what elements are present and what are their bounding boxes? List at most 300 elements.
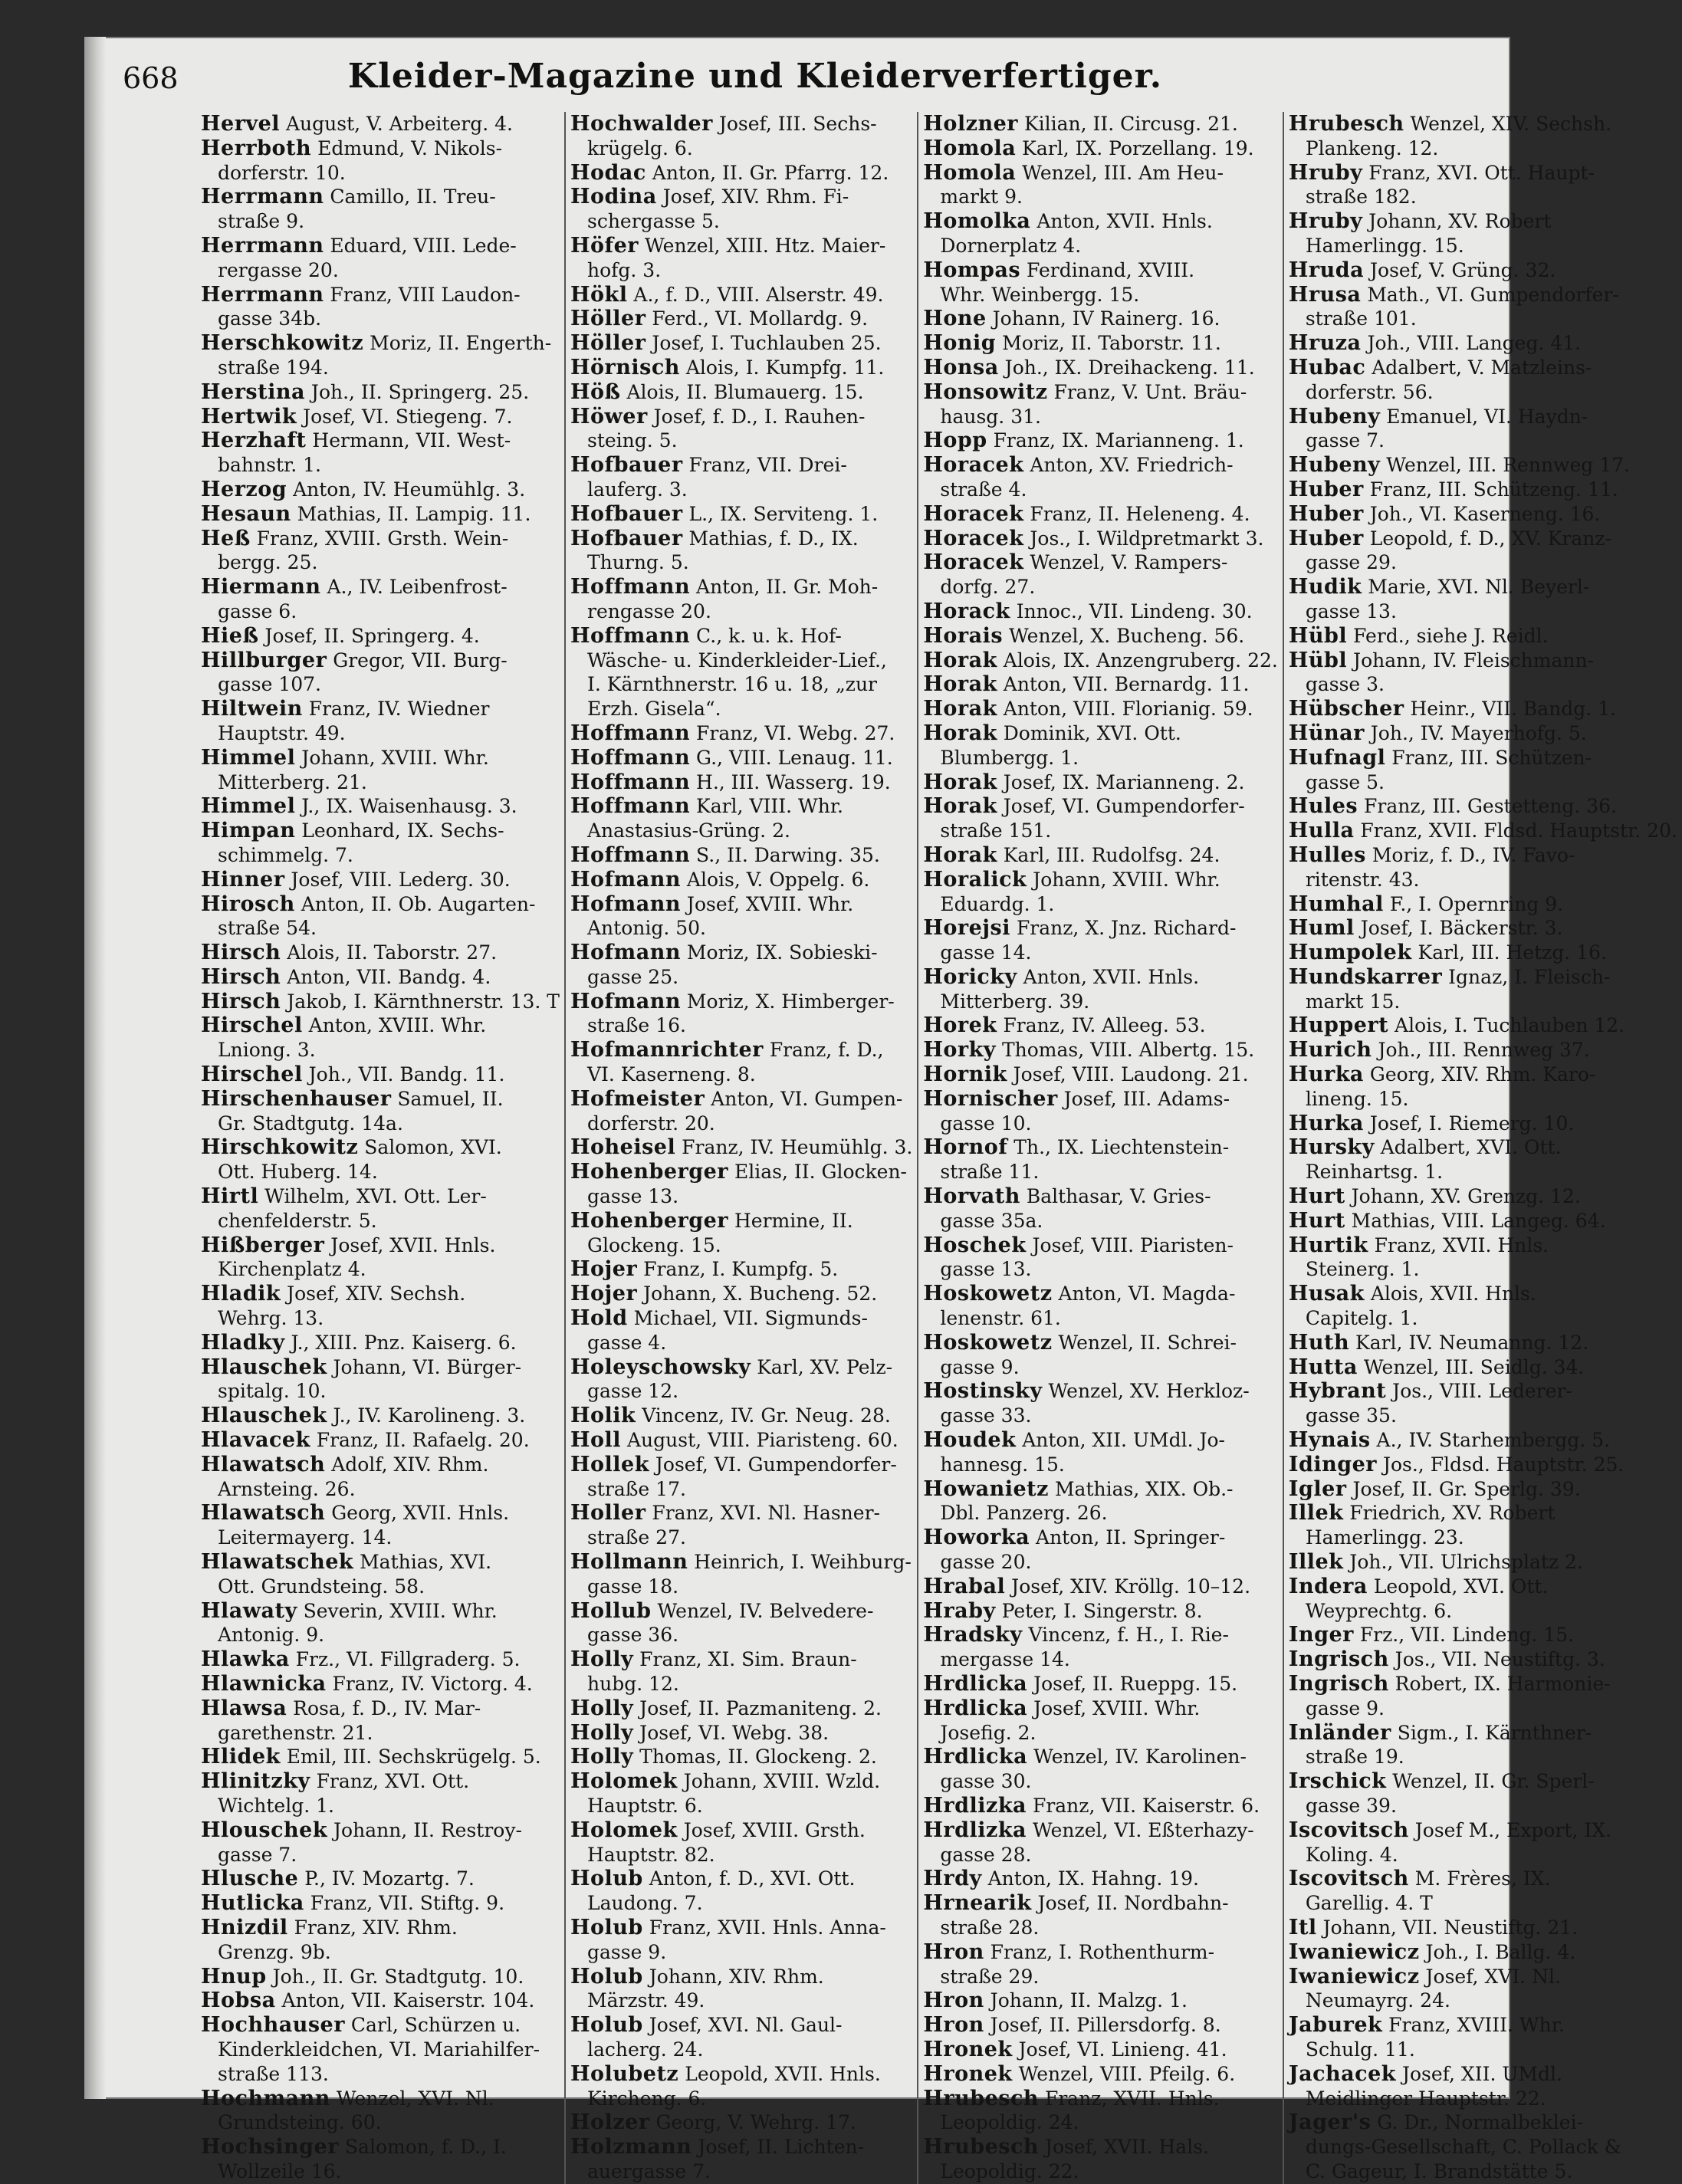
directory-entry: [1289, 161, 1677, 186]
entry-details: hausg. 31.: [940, 405, 1041, 428]
directory-entry: [923, 1477, 1277, 1502]
entry-details: Dbl. Panzerg. 26.: [940, 1502, 1108, 1525]
directory-entry: [1289, 1209, 1677, 1233]
entry-details: gasse 36.: [587, 1624, 679, 1647]
entry-details: Josef, XVIII. Whr.: [1027, 1696, 1201, 1719]
entry-details: Moriz, II. Taborstr. 11.: [996, 332, 1221, 355]
directory-entry: [201, 1013, 560, 1038]
directory-entry: [201, 1501, 560, 1526]
directory-entry-continuation: [201, 770, 560, 795]
entry-surname: Holik: [570, 1404, 636, 1428]
entry-surname: Hirschenhauser: [201, 1086, 392, 1111]
directory-entry-continuation: [201, 1721, 560, 1746]
directory-entry: [570, 1916, 912, 1940]
directory-entry: [570, 527, 912, 551]
entry-details: Wenzel, V. Rampers-: [1023, 551, 1228, 574]
directory-entry: [923, 624, 1277, 649]
entry-details: Karl, IX. Porzellang. 19.: [1016, 136, 1254, 159]
entry-surname: Illek: [1288, 1501, 1344, 1526]
directory-entry: [923, 550, 1277, 575]
directory-entry: [1289, 1331, 1677, 1355]
directory-entry-continuation: [1289, 1306, 1677, 1331]
entry-surname: Hrubesch: [1288, 112, 1404, 136]
entry-details: Franz, XVII. Fldsd. Hauptstr. 20.: [1354, 819, 1677, 842]
entry-surname: Hrubesch: [923, 2086, 1040, 2110]
entry-surname: Hofbauer: [570, 526, 683, 550]
entry-details: Thomas, VIII. Albertg. 15.: [996, 1039, 1255, 1062]
directory-entry: [570, 1599, 912, 1624]
entry-details: Elias, II. Glocken-: [728, 1161, 908, 1184]
directory-entry: [201, 234, 560, 258]
entry-details: August, VIII. Piaristeng. 60.: [621, 1429, 898, 1452]
entry-details: Dominik, XVI. Ott.: [997, 721, 1181, 744]
entry-surname: Hiermann: [201, 575, 321, 599]
entry-details: Franz, XVI. Ott.: [310, 1770, 470, 1793]
entry-details: Anton, II. Ob. Augarten-: [294, 892, 536, 915]
directory-entry: [570, 1355, 912, 1380]
entry-details: Vincenz, f. H., I. Rie-: [1022, 1624, 1229, 1647]
entry-details: Wenzel, IV. Belvedere-: [651, 1599, 874, 1622]
entry-details: Joh., IX. Dreihackeng. 11.: [998, 356, 1255, 379]
entry-details: gasse 13.: [1305, 599, 1397, 622]
entry-surname: Hrdlicka: [923, 1672, 1028, 1696]
entry-details: Märzstr. 49.: [587, 1989, 705, 2012]
entry-details: Salomon, XVI.: [358, 1136, 502, 1159]
directory-entry: [923, 1233, 1277, 1258]
entry-details: Heinrich, I. Weihburg-: [688, 1551, 912, 1574]
entry-details: A., IV. Starhembergg. 5.: [1370, 1429, 1611, 1452]
entry-surname: Horvath: [923, 1184, 1020, 1209]
directory-entry: [1289, 209, 1677, 234]
entry-surname: Hlawnicka: [201, 1672, 327, 1696]
entry-details: straße 101.: [1305, 307, 1417, 330]
entry-details: dorferstr. 56.: [1305, 380, 1434, 403]
entry-surname: Holub: [570, 1867, 643, 1891]
entry-details: chenfelderstr. 5.: [218, 1209, 377, 1232]
entry-details: Alois, I. Tuchlauben 12.: [1388, 1014, 1625, 1037]
entry-details: Josef, VI. Webg. 38.: [633, 1721, 830, 1744]
directory-entry: [570, 2110, 912, 2135]
directory-entry: [570, 941, 912, 965]
directory-entry: [570, 1647, 912, 1672]
entry-surname: Höller: [570, 307, 646, 331]
directory-entry-continuation: [570, 2038, 912, 2062]
entry-details: Wenzel, III. Am Heu-: [1016, 161, 1224, 184]
entry-details: Anton, XVII. Hnls.: [1030, 210, 1213, 233]
entry-details: Leopold, XVII. Hnls.: [678, 2062, 881, 2085]
running-title: Kleider-Magazine und Kleiderverfertiger.: [347, 57, 1163, 96]
directory-entry: [201, 429, 560, 453]
directory-entry: [201, 1769, 560, 1794]
entry-surname: Hrdlizka: [923, 1818, 1027, 1842]
entry-details: Jos., I. Wildpretmarkt 3.: [1023, 527, 1264, 550]
directory-entry: [1289, 1769, 1677, 1794]
directory-entry-continuation: [570, 1062, 912, 1087]
entry-details: straße 151.: [940, 819, 1052, 842]
entry-details: Garellig. 4. T: [1305, 1892, 1433, 1915]
entry-details: Franz, VI. Webg. 27.: [690, 721, 895, 744]
entry-details: Dornerplatz 4.: [940, 234, 1082, 257]
entry-details: Franz, IV. Alleeg. 53.: [997, 1014, 1206, 1037]
entry-details: Wenzel, III. Rennweg 17.: [1380, 454, 1630, 477]
entry-details: ritenstr. 43.: [1305, 868, 1420, 891]
entry-details: gasse 28.: [940, 1843, 1032, 1866]
entry-details: Anton, VIII. Florianig. 59.: [997, 698, 1253, 721]
entry-details: Franz, VIII Laudon-: [324, 283, 521, 306]
entry-surname: Horak: [923, 770, 997, 794]
entry-details: straße 27.: [587, 1526, 686, 1549]
directory-entry: [201, 1867, 560, 1891]
directory-entry-continuation: [1289, 2159, 1677, 2184]
directory-entry-continuation: [923, 575, 1277, 599]
entry-details: Plankeng. 12.: [1305, 136, 1439, 159]
entry-surname: Hlawatsch: [201, 1501, 326, 1526]
entry-details: Gregor, VII. Burg-: [327, 649, 508, 672]
directory-entry: [570, 502, 912, 527]
entry-surname: Holly: [570, 1647, 634, 1672]
entry-details: Hauptstr. 6.: [587, 1794, 703, 1817]
entry-details: Hauptstr. 49.: [218, 721, 346, 744]
directory-entry: [570, 405, 912, 429]
directory-entry: [1289, 1867, 1677, 1891]
entry-surname: Horais: [923, 623, 1004, 648]
directory-entry: [1289, 1062, 1677, 1087]
entry-surname: Hurtik: [1288, 1233, 1368, 1257]
entry-details: Franz, IV. Victorg. 4.: [326, 1673, 533, 1695]
directory-entry: [923, 1940, 1277, 1965]
directory-entry: [570, 770, 912, 795]
entry-surname: Hlusche: [201, 1867, 299, 1891]
entry-details: Jos., VII. Neustiftg. 3.: [1388, 1648, 1605, 1671]
entry-surname: Hohenberger: [570, 1160, 729, 1184]
directory-entry-continuation: [923, 1769, 1277, 1794]
directory-entry: [923, 1428, 1277, 1453]
directory-entry-continuation: [923, 746, 1277, 770]
directory-entry: [923, 1745, 1277, 1769]
entry-details: gasse 34b.: [218, 307, 322, 330]
directory-entry: [923, 1696, 1277, 1721]
directory-entry: [201, 1062, 560, 1087]
entry-details: Emanuel, VI. Haydn-: [1380, 405, 1588, 428]
entry-details: C. Gageur, I. Brandstätte 5.: [1305, 2159, 1573, 2182]
entry-surname: Hnup: [201, 1964, 267, 1989]
directory-entry: [201, 1989, 560, 2013]
entry-details: Jos., VIII. Lederer-: [1386, 1380, 1572, 1403]
entry-surname: Itl: [1288, 1915, 1317, 1939]
entry-details: Joh., I. Ballg. 4.: [1419, 1940, 1576, 1963]
directory-entry: [570, 1745, 912, 1769]
directory-entry-continuation: [923, 1209, 1277, 1233]
entry-details: Johann, VI. Bürger-: [327, 1355, 522, 1378]
directory-entry: [570, 112, 912, 136]
entry-details: Johann, XIV. Rhm.: [642, 1965, 824, 1988]
entry-details: Franz, VII. Drei-: [682, 454, 847, 477]
entry-surname: Hiltwein: [201, 697, 303, 721]
entry-details: Franz, f. D.,: [763, 1039, 884, 1062]
entry-details: Anton, VII. Kaiserstr. 104.: [275, 1989, 535, 2012]
directory-entry: [923, 1672, 1277, 1696]
directory-entry: [201, 1184, 560, 1209]
column-3: [923, 112, 1283, 2184]
entry-details: Franz, III. Schützeng. 11.: [1363, 478, 1618, 501]
entry-surname: Huth: [1288, 1330, 1350, 1355]
entry-details: Johann, XVIII. Whr.: [1027, 868, 1220, 891]
directory-entry: [201, 2087, 560, 2111]
directory-entry-continuation: [570, 429, 912, 453]
entry-details: gasse 4.: [587, 1331, 667, 1354]
entry-details: Franz, XVI. Ott. Haupt-: [1362, 161, 1595, 184]
directory-entry-continuation: [570, 1184, 912, 1209]
entry-details: Sigm., I. Kärnthner-: [1391, 1721, 1592, 1744]
entry-details: VI. Kaserneng. 8.: [587, 1063, 756, 1086]
entry-surname: Hirsch: [201, 964, 281, 989]
entry-surname: Hruby: [1288, 160, 1363, 185]
entry-surname: Hochsinger: [201, 2135, 339, 2159]
directory-entry-continuation: [1289, 2135, 1677, 2159]
directory-entry: [201, 746, 560, 770]
directory-entry: [570, 453, 912, 478]
entry-details: Anton, f. D., XVI. Ott.: [642, 1867, 856, 1890]
entry-details: gasse 25.: [587, 965, 679, 988]
entry-details: Gr. Stadtgutg. 14a.: [218, 1112, 403, 1135]
entry-surname: Hesaun: [201, 501, 291, 526]
entry-details: Alois, I. Kumpfg. 11.: [679, 356, 885, 379]
directory-entry: [201, 1647, 560, 1672]
entry-details: Adalbert, XVI. Ott.: [1374, 1136, 1562, 1159]
entry-surname: Hronek: [923, 2037, 1013, 2061]
entry-details: M. Frères, IX.: [1408, 1867, 1551, 1890]
entry-details: Antonig. 9.: [218, 1624, 325, 1647]
entry-details: Josef, VI. Stiegeng. 7.: [297, 405, 513, 428]
entry-details: Weyprechtg. 6.: [1305, 1599, 1453, 1622]
directory-entry: [570, 575, 912, 599]
directory-entry-continuation: [1289, 234, 1677, 258]
entry-surname: Hurich: [1288, 1038, 1372, 1062]
directory-entry: [570, 1160, 912, 1184]
directory-entry-continuation: [923, 405, 1277, 429]
entry-details: spitalg. 10.: [218, 1380, 327, 1403]
directory-entry-continuation: [923, 185, 1277, 209]
directory-entry: [570, 721, 912, 746]
entry-details: Georg, XIV. Rhm. Karo-: [1363, 1063, 1596, 1086]
entry-details: Anton, VII. Bandg. 4.: [281, 965, 491, 988]
directory-entry: [923, 697, 1277, 721]
entry-surname: Hojer: [570, 1257, 638, 1282]
directory-entry: [923, 1135, 1277, 1160]
entry-details: Johann, VII. Neustiftg. 21.: [1316, 1916, 1579, 1939]
entry-details: bergg. 25.: [218, 551, 318, 574]
entry-details: dungs-Gesellschaft, C. Pollack &: [1305, 2136, 1621, 2159]
entry-details: gasse 3.: [1305, 673, 1385, 696]
directory-entry: [201, 405, 560, 429]
directory-entry: [1289, 1379, 1677, 1404]
directory-entry: [1289, 258, 1677, 283]
directory-entry: [201, 941, 560, 965]
entry-surname: Illek: [1288, 1550, 1344, 1575]
entry-surname: Inländer: [1288, 1720, 1391, 1745]
entry-surname: Hlinitzky: [201, 1769, 310, 1794]
entry-surname: Herrmann: [201, 185, 324, 209]
directory-entry: [923, 2087, 1277, 2111]
directory-entry: [923, 868, 1277, 892]
directory-entry: [1289, 843, 1677, 868]
entry-details: Joh., II. Springerg. 25.: [304, 380, 530, 403]
entry-surname: Horak: [923, 794, 997, 819]
entry-details: Wenzel, IV. Karolinen-: [1027, 1746, 1247, 1769]
directory-entry-continuation: [923, 283, 1277, 307]
entry-details: Alois, II. Taborstr. 27.: [281, 941, 498, 964]
column-4: [1289, 112, 1682, 2184]
directory-entry: [923, 1038, 1277, 1062]
directory-entry-continuation: [570, 1940, 912, 1965]
entry-details: straße 54.: [218, 917, 317, 940]
entry-details: Kirchenplatz 4.: [218, 1258, 366, 1281]
entry-surname: Hrdy: [923, 1867, 982, 1891]
directory-entry-continuation: [201, 1112, 560, 1136]
directory-entry-continuation: [1289, 185, 1677, 209]
directory-entry: [201, 1916, 560, 1940]
directory-entry: [201, 331, 560, 356]
entry-details: Georg, V. Wehrg. 17.: [649, 2111, 856, 2134]
entry-details: G., VIII. Lenaug. 11.: [690, 746, 893, 769]
directory-entry: [570, 380, 912, 405]
directory-entry: [201, 1672, 560, 1696]
entry-surname: Höller: [570, 331, 646, 356]
entry-surname: Holly: [570, 1696, 634, 1720]
entry-details: Ignaz, I. Fleisch-: [1442, 965, 1611, 988]
entry-details: J., XIII. Pnz. Kaiserg. 6.: [284, 1331, 517, 1354]
directory-entry: [570, 2135, 912, 2159]
entry-details: Josef, VI. Linieng. 41.: [1012, 2038, 1227, 2061]
directory-entry-continuation: [570, 1843, 912, 1867]
entry-surname: Hinner: [201, 867, 285, 892]
directory-entry: [570, 1257, 912, 1282]
entry-details: Josef, XVI. Nl. Gaul-: [642, 2014, 843, 2037]
directory-entry-continuation: [570, 136, 912, 161]
entry-details: Wenzel, XV. Herkloz-: [1042, 1380, 1250, 1403]
directory-entry-continuation: [201, 672, 560, 697]
entry-surname: Hundskarrer: [1288, 964, 1443, 989]
entry-surname: Höfer: [570, 233, 639, 258]
entry-details: hannesg. 15.: [940, 1453, 1065, 1476]
entry-details: Leopoldig. 24.: [940, 2111, 1079, 2134]
entry-surname: Hrdlicka: [923, 1696, 1028, 1720]
directory-entry-continuation: [923, 1550, 1277, 1575]
entry-details: gasse 14.: [940, 941, 1032, 964]
directory-entry: [1289, 1550, 1677, 1575]
entry-details: Franz, VII. Stiftg. 9.: [304, 1892, 505, 1915]
entry-details: Josef, II. Gr. Sperlg. 39.: [1346, 1477, 1581, 1500]
entry-details: Jakob, I. Kärnthnerstr. 13. T: [281, 990, 560, 1013]
entry-surname: Hoffmann: [570, 623, 691, 648]
entry-details: Marie, XVI. Nl. Beyerl-: [1362, 576, 1590, 599]
entry-surname: Hurt: [1288, 1208, 1345, 1233]
entry-surname: Hladky: [201, 1330, 285, 1355]
entry-surname: Hirtl: [201, 1184, 259, 1209]
entry-surname: Hnizdil: [201, 1915, 288, 1939]
directory-entry: [1289, 2062, 1677, 2087]
directory-entry-continuation: [570, 1331, 912, 1355]
entry-surname: Hofmann: [570, 989, 681, 1013]
entry-details: Mitterberg. 39.: [940, 990, 1090, 1013]
entry-surname: Horacek: [923, 501, 1024, 526]
entry-details: Josef, I. Bäckerstr. 3.: [1354, 917, 1563, 940]
entry-surname: Indera: [1288, 1574, 1368, 1598]
entry-details: Frz., VII. Lindeng. 15.: [1353, 1624, 1575, 1647]
directory-entry: [201, 794, 560, 819]
entry-surname: Hoschek: [923, 1233, 1027, 1257]
entry-surname: Hillburger: [201, 648, 327, 672]
directory-entry: [201, 2013, 560, 2038]
entry-surname: Idinger: [1288, 1452, 1378, 1476]
entry-details: Franz, XVII. Hnls. Anna-: [642, 1916, 886, 1939]
entry-details: Franz, XIV. Rhm.: [287, 1916, 458, 1939]
entry-surname: Hollek: [570, 1452, 649, 1476]
directory-entry: [1289, 1355, 1677, 1380]
directory-entry-continuation: [201, 2038, 560, 2062]
entry-details: Franz, XVIII. Whr.: [1382, 2014, 1565, 2037]
directory-entry: [570, 2062, 912, 2087]
entry-details: Franz, X. Jnz. Richard-: [1010, 917, 1237, 940]
entry-details: Josef, I. Tuchlauben 25.: [646, 332, 882, 355]
entry-details: gasse 13.: [940, 1258, 1032, 1281]
directory-entry-continuation: [201, 1160, 560, 1184]
directory-entry: [570, 1721, 912, 1746]
entry-details: gasse 13.: [587, 1185, 679, 1208]
directory-entry: [570, 161, 912, 186]
entry-surname: Holub: [570, 1915, 643, 1939]
entry-details: dorferstr. 10.: [218, 161, 346, 184]
directory-entry: [1289, 2110, 1677, 2135]
entry-details: Josef, II. Pillersdorfg. 8.: [984, 2014, 1221, 2037]
entry-surname: Irschick: [1288, 1769, 1387, 1794]
entry-details: gasse 9.: [1305, 1696, 1385, 1719]
entry-details: Ferd., siehe J. Reidl.: [1347, 624, 1549, 647]
entry-details: H., III. Wasserg. 19.: [690, 770, 891, 793]
entry-surname: Horak: [923, 842, 997, 867]
directory-entry-continuation: [570, 1013, 912, 1038]
directory-entry: [923, 209, 1277, 234]
entry-surname: Hlawaty: [201, 1598, 297, 1623]
entry-surname: Hufnagl: [1288, 745, 1386, 770]
entry-details: P., IV. Mozartg. 7.: [298, 1867, 475, 1890]
entry-details: markt 9.: [940, 186, 1023, 209]
entry-details: straße 11.: [940, 1161, 1040, 1184]
entry-surname: Holub: [570, 2013, 643, 2038]
entry-details: gasse 20.: [940, 1551, 1032, 1574]
entry-surname: Hutta: [1288, 1355, 1358, 1379]
entry-details: Karl, III. Rudolfsg. 24.: [997, 843, 1220, 866]
entry-details: Wollzeile 16.: [218, 2159, 342, 2182]
directory-entry: [923, 1013, 1277, 1038]
entry-details: Josef, XIV. Kröllg. 10–12.: [1005, 1575, 1251, 1598]
entry-surname: Hlouschek: [201, 1818, 328, 1842]
directory-entry: [201, 819, 560, 843]
directory-entry-continuation: [570, 1891, 912, 1916]
entry-details: J., IV. Karolineng. 3.: [327, 1404, 526, 1427]
directory-entry-continuation: [570, 1575, 912, 1599]
entry-surname: Hlawka: [201, 1647, 290, 1672]
directory-entry-continuation: [923, 1843, 1277, 1867]
directory-entry: [1289, 1013, 1677, 1038]
entry-surname: Homolka: [923, 209, 1031, 234]
entry-details: straße 182.: [1305, 186, 1417, 209]
directory-entry: [923, 1062, 1277, 1087]
entry-surname: Hollub: [570, 1598, 652, 1623]
directory-entry: [201, 136, 560, 161]
entry-details: Josef, II. Pazmaniteng. 2.: [633, 1696, 882, 1719]
directory-entry-continuation: [201, 1477, 560, 1502]
